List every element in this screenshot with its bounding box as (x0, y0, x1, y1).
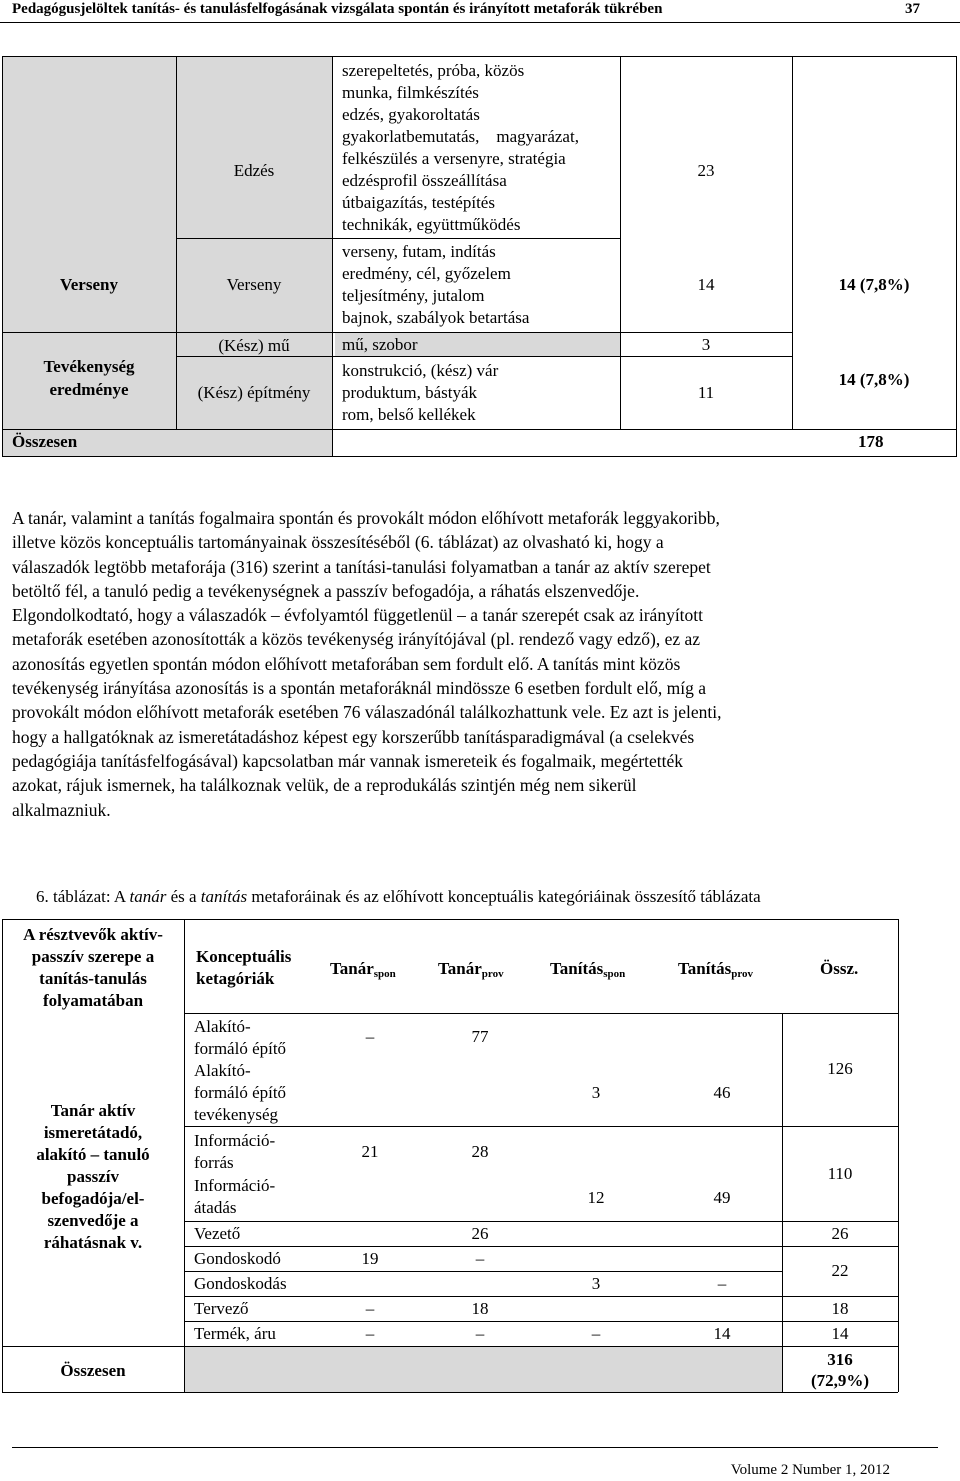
t6-cell: 21 (361, 1142, 379, 1161)
t6-cell: 18 (831, 1299, 849, 1318)
t5-edzes-line: útbaigazítás, testépítés (342, 193, 495, 212)
paragraph-line: hogy a hallgatóknak az ismeretátadáshoz képest egy korszerűbb tanításparadigmával (a cselekvés (12, 726, 695, 747)
t6-ossz-22: 22 (831, 1261, 849, 1280)
t5-epitmeny-line: konstrukció, (kész) vár (342, 361, 499, 380)
t5-edzes-line: gyakorlatbemutatás, magyarázat, (342, 127, 579, 146)
t6-cell: 26 (831, 1224, 849, 1243)
t6-role-line: Tanár aktív (50, 1101, 136, 1120)
running-head-title: Pedagógusjelöltek tanítás- és tanulásfelfogásának vizsgálata spontán és irányított metaforák tükrében (12, 1, 663, 17)
t6-cat-line: Termék, áru (194, 1324, 276, 1343)
paragraph-line: illetve közös konceptuális tartományainak összesítéséből (6. táblázat) az olvasható ki, hogy a (12, 532, 664, 553)
t5-edzes-line: edzés, gyakoroltatás (342, 105, 480, 124)
t6-cell: – (475, 1324, 485, 1343)
caption-prefix: 6. táblázat: A (36, 887, 130, 906)
t6-head-tanitas-spon: Tanítás$_{spon}$ (550, 959, 626, 980)
t5-verseny-count: 14 (697, 275, 715, 294)
t6-cell: – (365, 1324, 375, 1343)
t5-verseny-sub: Verseny (226, 275, 282, 294)
t6-head-col1-line: folyamatában (42, 991, 144, 1010)
t6-head-ossz: Össz. (820, 959, 859, 978)
t6-gray-total (184, 1346, 782, 1392)
t6-cell: 14 (831, 1324, 849, 1343)
t6-ossz-126: 126 (827, 1059, 853, 1078)
t5-tevekenyseg-total: 14 (7,8%) (838, 370, 910, 389)
t6-cat-line: formáló építő (194, 1039, 287, 1058)
t5-osszesen-value: 178 (858, 432, 884, 451)
t5-edzes-line: edzésprofil összeállítása (342, 171, 507, 190)
t5-osszesen-label: Összesen (12, 432, 78, 451)
paragraph-line: azonosítás egyetlen spontán módon előhívott metaforában sem fordult elő. A tanítás mint közös (12, 653, 681, 674)
caption-em-tanar: tanár (129, 887, 167, 906)
t6-cat-line: Alakító- (194, 1017, 251, 1036)
t5-verseny-line: verseny, futam, indítás (342, 242, 496, 261)
t6-cell: 46 (713, 1083, 731, 1102)
t6-cell: 14 (713, 1324, 731, 1343)
t6-head-col2-line: ketagóriák (196, 969, 275, 988)
t5-epitmeny-count: 11 (697, 383, 715, 402)
caption-mid: és a (166, 887, 201, 906)
t5-verseny-total: 14 (7,8%) (838, 275, 910, 294)
paragraph-line: pedagógiája tanításfelfogásával) kapcsolatban már vannak ismereteik és fogalmaik, megértették (12, 750, 684, 771)
paragraph-line: provokált módon előhívott metaforák esetében 76 válaszadónál találkozhattunk vele. Ez azt is jelenti, (12, 702, 722, 723)
t5-epitmeny-line: produktum, bástyák (342, 383, 478, 402)
t5-kesz-epitmeny: (Kész) építmény (197, 383, 311, 402)
page-number: 37 (905, 1, 920, 17)
t6-role-line: passzív (67, 1167, 119, 1186)
t6-cat-line: forrás (194, 1153, 234, 1172)
paragraph-line: A tanár, valamint a tanítás fogalmaira spontán és provokált módon előhívott metaforák leggyakoribb, (12, 508, 720, 528)
t6-head-tanar-prov: Tanár$_{prov}$ (438, 959, 504, 980)
t6-cat-line: tevékenység (194, 1105, 279, 1124)
paragraph-line: betöltő fél, a tanuló pedig a tevékenységnek a passzív befogadója, a ráhatás elszenvedője. (12, 580, 640, 601)
t6-cell: 12 (587, 1188, 605, 1207)
t6-cat-line: Információ- (194, 1131, 276, 1150)
t5-edzes-line: szerepeltetés, próba, közös (342, 61, 525, 80)
t5-verseny-line: bajnok, szabályok betartása (342, 308, 530, 327)
t6-cat-line: Gondoskodás (194, 1274, 287, 1293)
t6-cell: – (365, 1299, 375, 1318)
t5-verseny-main: Verseny (60, 275, 118, 294)
t5-tevekenyseg-1: Tevékenység (43, 357, 135, 376)
t6-cell: 77 (471, 1027, 489, 1046)
t6-total-label: Összesen (60, 1361, 126, 1380)
caption-suffix: metaforáinak és az előhívott konceptuális kategóriáinak összesítő táblázata (247, 887, 761, 906)
t5-edzes: Edzés (233, 161, 275, 180)
paragraph-line: azokat, rájuk ismernek, ha találkoznak velük, de a reprodukálás szintjén még nem sikerül (12, 775, 637, 796)
t6-cat-line: Információ- (194, 1176, 276, 1195)
t6-cell: – (591, 1324, 601, 1343)
t6-head-col1-line: A résztvevők aktív- (23, 925, 163, 944)
t6-total-value-2: (72,9%) (810, 1371, 870, 1390)
t6-cell: – (717, 1274, 727, 1293)
t6-head-tanar-spon: Tanár$_{spon}$ (330, 959, 396, 980)
t6-cat-line: Vezető (194, 1224, 241, 1243)
t6-role-line: ráhatásnak v. (43, 1233, 143, 1252)
paragraph-line: válaszadók legtöbb metaforája (316) szerint a tanítási-tanulási folyamatban a tanár az aktív szerepet (12, 556, 711, 577)
t6-cell: 49 (713, 1188, 731, 1207)
t6-total-value-1: 316 (827, 1350, 853, 1369)
t6-role-line: alakító – tanuló (36, 1145, 150, 1164)
t5-mu-count: 3 (701, 335, 711, 354)
paragraph-line: alkalmazniuk. (12, 799, 111, 820)
footer-rule (12, 1447, 938, 1448)
t5-edzes-line: felkészülés a versenyre, stratégia (342, 149, 566, 168)
t6-cell: – (365, 1027, 375, 1046)
t5-edzes-count: 23 (697, 161, 715, 180)
t5-kesz-mu: (Kész) mű (218, 336, 290, 355)
t6-head-col1-line: passzív szerepe a (31, 947, 155, 966)
t5-verseny-line: eredmény, cél, győzelem (342, 264, 511, 283)
paragraph-line: metaforák esetében azonosították a közös tevékenység irányítójával (pl. rendező vagy edző), ez az (12, 629, 701, 650)
t6-cell: 18 (471, 1299, 489, 1318)
caption-em-tanitas: tanítás (200, 887, 248, 906)
t5-verseny-line: teljesítmény, jutalom (342, 286, 485, 305)
t6-cat-line: formáló építő (194, 1083, 287, 1102)
t6-role-line: ismeretátadó, (43, 1123, 143, 1142)
t6-cell: 3 (591, 1083, 601, 1102)
t6-cat-line: átadás (194, 1198, 237, 1217)
t6-ossz-110: 110 (827, 1164, 853, 1183)
t6-cell: 26 (471, 1224, 489, 1243)
t5-tevekenyseg-2: eredménye (49, 380, 129, 399)
t6-head-col2-line: Konceptuális (196, 947, 292, 966)
t5-edzes-line: munka, filmkészítés (342, 83, 479, 102)
t6-role-line: befogadója/el- (41, 1189, 145, 1208)
t6-cell: 19 (361, 1249, 379, 1268)
t6-head-col1-line: tanítás-tanulás (39, 969, 147, 988)
t6-cell: – (475, 1249, 485, 1268)
t6-cell: 28 (471, 1142, 489, 1161)
paragraph-line: Elgondolkodtató, hogy a válaszadók – évfolyamtól függetlenül – a tanár szerepét csak az irányított (12, 605, 704, 626)
footer-volume: Volume 2 Number 1, 2012 (730, 1462, 890, 1478)
t6-head-tanitas-prov: Tanítás$_{prov}$ (678, 959, 754, 980)
t5-edzes-line: technikák, együttműködés (342, 215, 521, 234)
t6-role-line: szenvedője a (47, 1211, 139, 1230)
t5-epitmeny-line: rom, belső kellékek (342, 405, 476, 424)
t5-mu-items: mű, szobor (342, 335, 418, 354)
t6-cat-line: Tervező (194, 1299, 249, 1318)
t6-cat-line: Gondoskodó (194, 1249, 281, 1268)
paragraph-line: tevékenység irányítása azonosítás is a spontán metaforáknál mindössze 6 esetben fordult elő, míg a (12, 678, 706, 699)
t6-cat-line: Alakító- (194, 1061, 251, 1080)
t6-cell: 3 (591, 1274, 601, 1293)
